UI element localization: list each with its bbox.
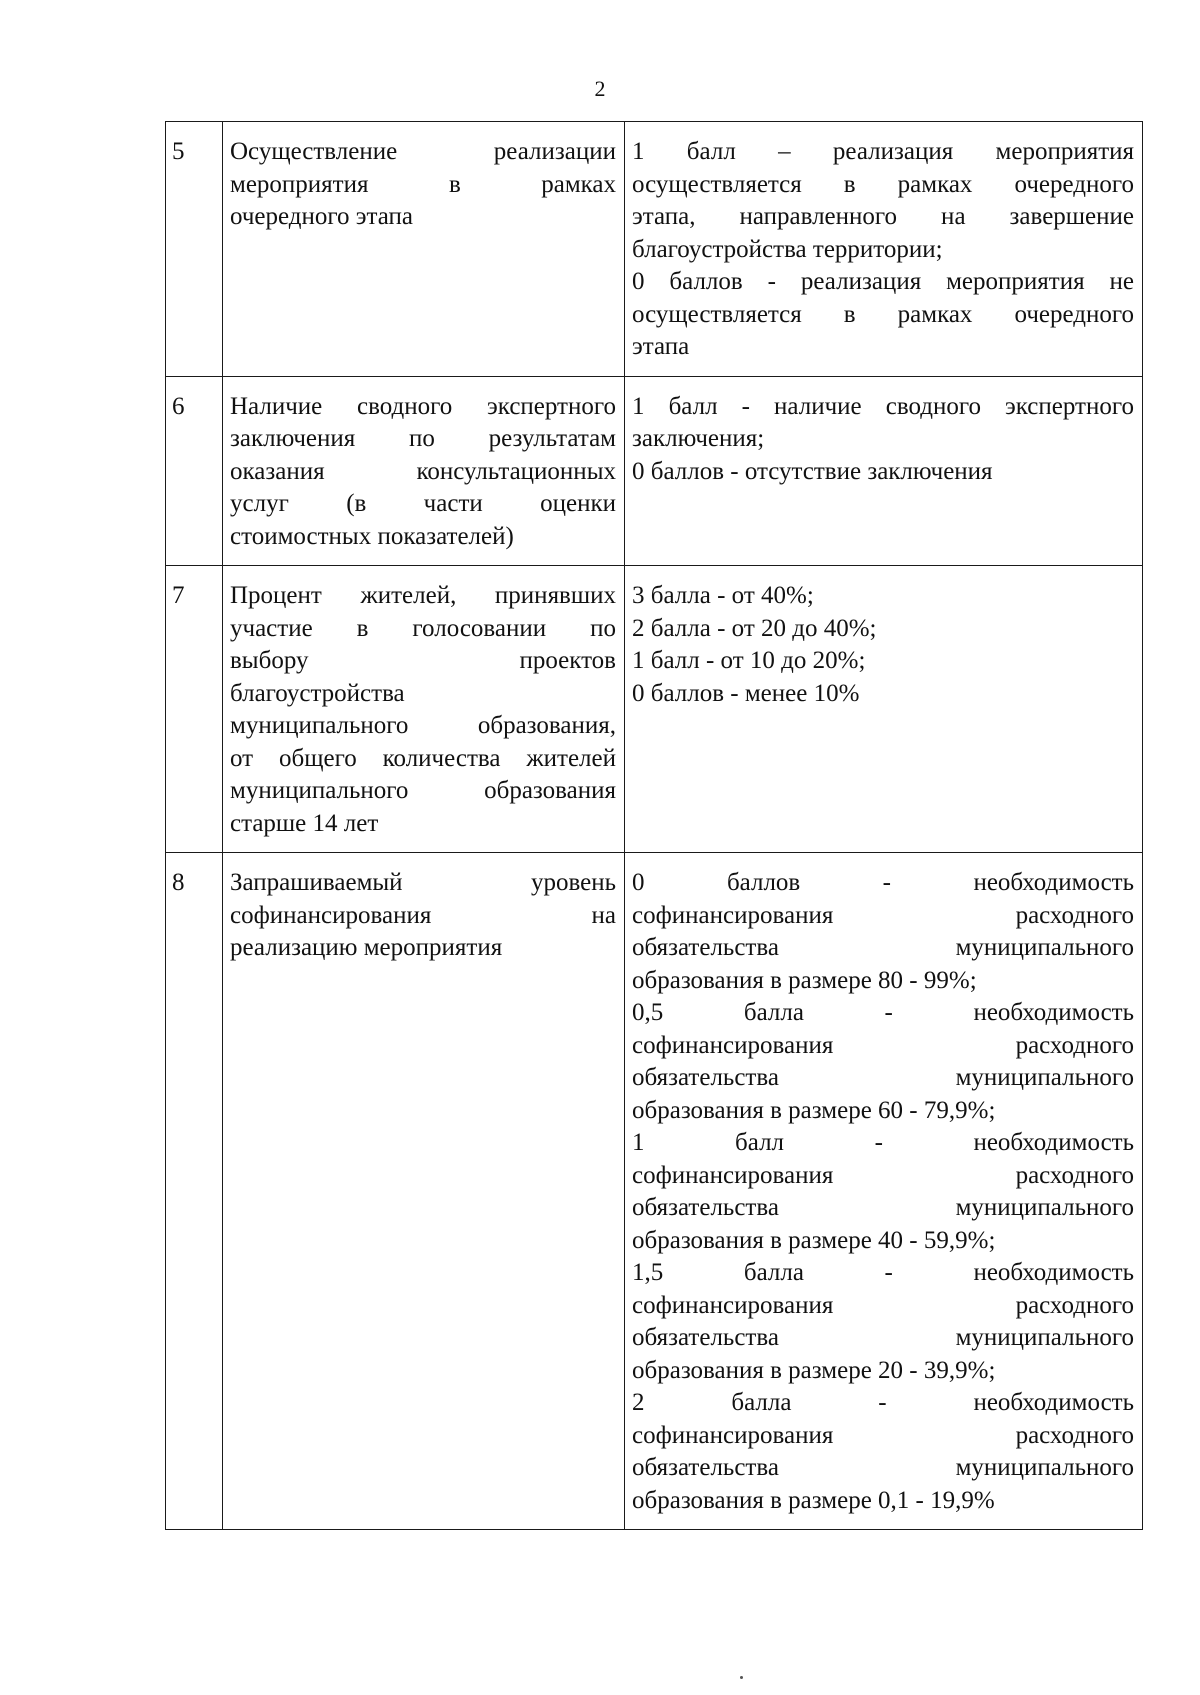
criterion-line: очередного этапа: [230, 203, 413, 230]
criterion-line: услуг (в части оценки: [230, 490, 616, 517]
criteria-table-body: [166, 122, 1143, 1530]
criterion-line: Запрашиваемый уровень: [230, 869, 616, 896]
criterion-line: от общего количества жителей: [230, 744, 616, 772]
criterion-cell: [223, 566, 625, 853]
score-line: осуществляется в рамках очередного: [632, 300, 1134, 328]
score-line: 3 балла - от 40%;: [632, 582, 814, 609]
score-cell: [625, 566, 1143, 853]
score-line: обязательства муниципального: [632, 1454, 1134, 1481]
criterion-line: старше 14 лет: [230, 809, 379, 837]
table-row: [166, 122, 1143, 377]
criterion-line: Процент жителей, принявших: [230, 582, 616, 609]
criterion-line: Осуществление реализации: [230, 138, 616, 165]
score-cell: [625, 122, 1143, 377]
score-line: софинансирования расходного: [632, 901, 1134, 929]
score-line: образования в размере 20 - 39,9%;: [632, 1356, 996, 1384]
score-line: 2 балла - от 20 до 40%;: [632, 614, 877, 642]
criterion-line: оказания консультационных: [230, 457, 616, 485]
criterion-line: участие в голосовании по: [230, 614, 616, 642]
score-line: 1 балл – реализация мероприятия: [632, 138, 1134, 165]
criterion-line: мероприятия в рамках: [230, 170, 616, 198]
page-number: 2: [594, 76, 606, 101]
score-line: обязательства муниципального: [632, 1324, 1134, 1351]
score-line: 0 баллов - реализация мероприятия не: [632, 268, 1134, 295]
score-cell: [625, 376, 1143, 566]
criterion-line: муниципального образования,: [230, 712, 616, 739]
score-line: обязательства муниципального: [632, 1194, 1134, 1221]
score-line: 0,5 балла - необходимость: [632, 999, 1134, 1026]
score-cell: [625, 853, 1143, 1530]
score-line: обязательства муниципального: [632, 1064, 1134, 1091]
criterion-cell: [223, 376, 625, 566]
score-line: этапа: [632, 333, 690, 360]
score-line: 1,5 балла - необходимость: [632, 1259, 1134, 1286]
criterion-line: софинансирования на: [230, 901, 616, 929]
score-line: 0 баллов - отсутствие заключения: [632, 457, 993, 485]
criterion-line: выбору проектов: [230, 647, 616, 674]
row-number: 6: [166, 376, 223, 566]
criteria-table: [165, 121, 1143, 1530]
score-line: обязательства муниципального: [632, 934, 1134, 961]
row-number: 8: [166, 853, 223, 1530]
criterion-line: реализацию мероприятия: [230, 934, 503, 961]
row-number: 5: [166, 122, 223, 377]
row-number: 7: [166, 566, 223, 853]
table-row: [166, 853, 1143, 1530]
criterion-line: муниципального образования: [230, 777, 616, 804]
criterion-cell: [223, 122, 625, 377]
score-line: софинансирования расходного: [632, 1291, 1134, 1319]
score-line: образования в размере 60 - 79,9%;: [632, 1096, 996, 1124]
score-line: софинансирования расходного: [632, 1421, 1134, 1449]
criterion-line: стоимостных показателей): [230, 522, 514, 550]
score-line: заключения;: [632, 425, 765, 452]
score-line: осуществляется в рамках очередного: [632, 170, 1134, 198]
table-row: [166, 376, 1143, 566]
score-line: 0 баллов - необходимость: [632, 869, 1134, 896]
score-line: 0 баллов - менее 10%: [632, 679, 860, 707]
score-line: благоустройства территории;: [632, 235, 943, 263]
criterion-line: заключения по результатам: [230, 425, 616, 452]
score-line: 1 балл - от 10 до 20%;: [632, 647, 866, 674]
score-line: 1 балл - наличие сводного экспертного: [632, 392, 1134, 420]
score-line: этапа, направленного на завершение: [632, 203, 1134, 230]
score-line: софинансирования расходного: [632, 1031, 1134, 1059]
table-row: [166, 566, 1143, 853]
scan-speck: [740, 1676, 743, 1679]
criterion-line: благоустройства: [230, 679, 405, 707]
score-line: образования в размере 0,1 - 19,9%: [632, 1486, 995, 1514]
criterion-line: Наличие сводного экспертного: [230, 392, 616, 420]
score-line: софинансирования расходного: [632, 1161, 1134, 1189]
score-line: образования в размере 40 - 59,9%;: [632, 1226, 996, 1254]
score-line: 2 балла - необходимость: [632, 1389, 1134, 1416]
criterion-cell: [223, 853, 625, 1530]
score-line: образования в размере 80 - 99%;: [632, 966, 977, 994]
score-line: 1 балл - необходимость: [632, 1129, 1134, 1156]
